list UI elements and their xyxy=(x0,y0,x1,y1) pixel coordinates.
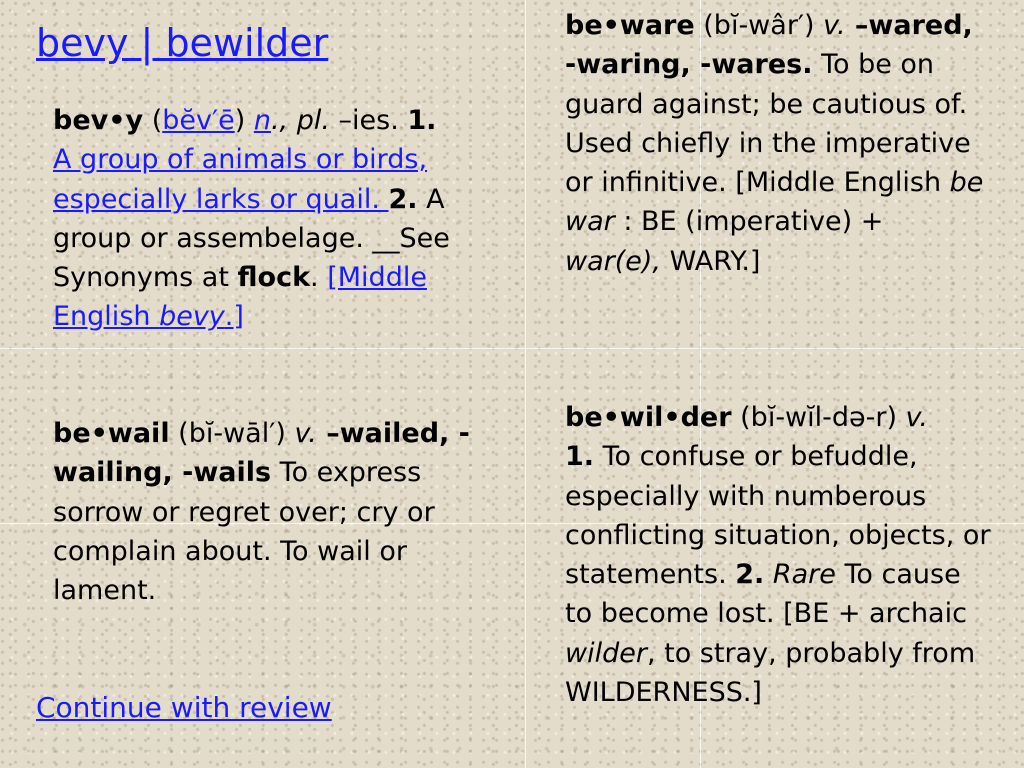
entry-bewilder: be•wil•der (bĭ-wĭl-də-r) v. 1. To confuse or befuddle, especially with numberous conflicting situation, objects, or statements. 2. Rare To cause to become lost. [BE + archaic wilder, to stray, probably from WILDERNESS.] xyxy=(565,402,991,709)
entry-bewail: be•wail (bĭ-wāl′) v. –wailed, -wailing, -wails To express sorrow or regret over; cry or complain about. To wail or lament. xyxy=(53,418,470,607)
inflections: –wailed, -wailing, -wails xyxy=(53,418,470,489)
grid-divider xyxy=(525,0,526,768)
headword: be•wail xyxy=(53,418,170,449)
page-title-link[interactable]: bevy | bewilder xyxy=(36,21,329,65)
headword: be•wil•der xyxy=(565,402,732,433)
grid-divider xyxy=(0,348,1024,349)
definition-link[interactable]: A group of animals or birds, especially larks or quail. xyxy=(53,144,428,215)
continue-review-link[interactable]: Continue with review xyxy=(36,691,332,724)
pronunciation-link[interactable]: bĕv′ē xyxy=(162,105,235,136)
see-also-word: flock xyxy=(237,262,311,294)
part-of-speech-link[interactable]: n xyxy=(253,105,271,136)
entry-bevy: bev•y (bĕv′ē) n., pl. –ies. 1. A group of animals or birds, especially larks or quail. 2. A group or assembelage. __See Synonyms at flock. [Middle English bevy.] xyxy=(53,105,450,333)
inflections: –wared, -waring, -wares. xyxy=(565,10,973,81)
entry-beware: be•ware (bĭ-wâr′) v. –wared, -waring, -wares. To be on guard against; be cautious of. Used chiefly in the imperative or infinitive. [Middle English be war : BE (imperative) + war(e), WARY.] xyxy=(565,10,984,277)
etymology-link[interactable]: [Middle English bevy.] xyxy=(53,262,427,333)
headword: bev•y xyxy=(53,105,144,136)
headword: be•ware xyxy=(565,10,695,41)
